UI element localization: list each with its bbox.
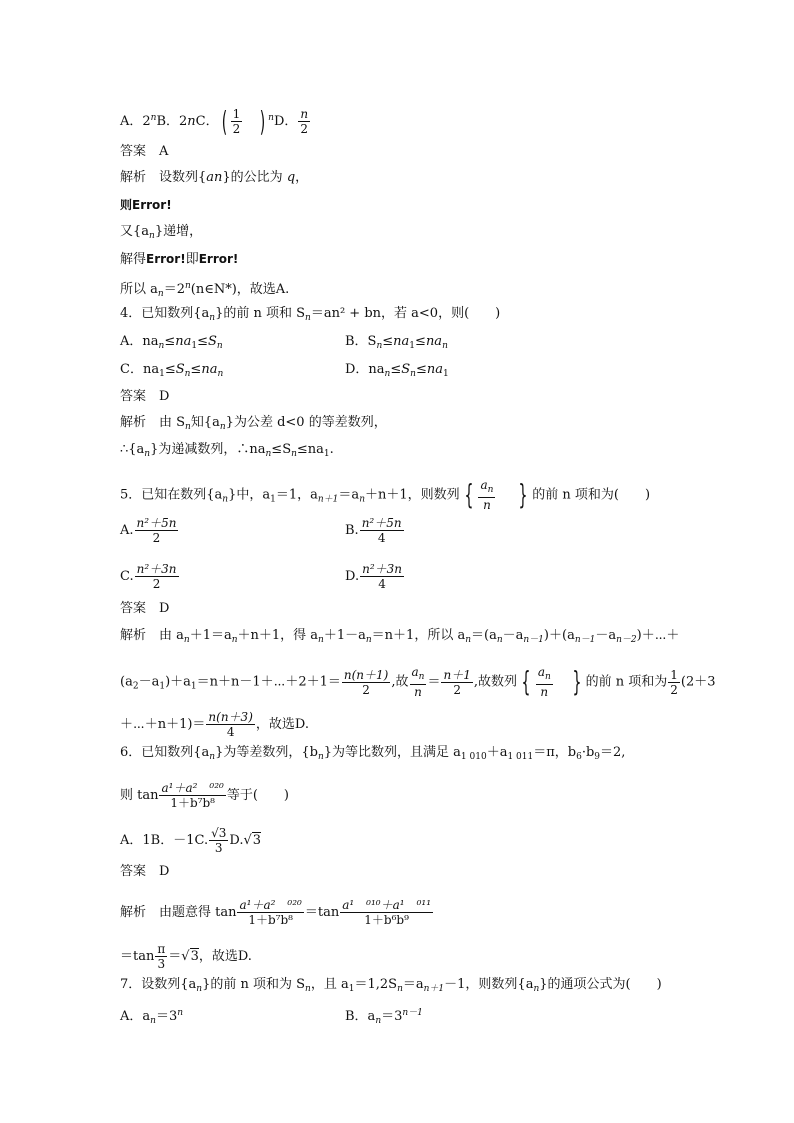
q6-answer: 答案 D <box>120 864 170 879</box>
q4-option-a: A．$na_n\le na_1\le S_n$ <box>120 334 223 351</box>
q6-analysis-2: ＝tan $\frac{\pi}{3}$ ＝√3，故选D. <box>120 942 252 971</box>
q4-analysis-2: $\therefore\{a_n\}$为递减数列，$\therefore na_n\le S_n\le na_1$. <box>120 442 334 459</box>
q3-increasing: 又$\{a_n\}$递增， <box>120 224 203 241</box>
q7-stem: 7．设数列$\{a_n\}$的前 n 项和为 $S_n$，且 $a_1=1,2S_n=a_{n+1}-1$，则数列$\{a_n\}$的通项公式为( ) <box>120 977 662 994</box>
fraction: $\frac{a_n}{n}$ <box>480 478 494 512</box>
q3-analysis: 解析 设数列{an}的公比为 q， <box>120 170 309 185</box>
fraction: $\frac{1}{2}$ <box>232 107 241 136</box>
q3-options: A．2$^n$B．2nC．( $\frac{1}{2}$ ) $^n$D． $\frac{n}{2}$ <box>120 104 309 138</box>
q5-option-c: C. $\frac{\text{n²＋3n}}{2}$ <box>120 562 177 591</box>
q4-option-b: B．$S_n\le na_1\le na_n$ <box>345 334 448 351</box>
q3-error-1: 则Error! <box>120 198 172 212</box>
q3-conclusion: 所以 $a_n=2^n(n\in N*)$，故选A. <box>120 281 290 299</box>
q4-option-d: D．$na_n\le S_n\le na_1$ <box>345 362 449 379</box>
q6-stem: 6．已知数列$\{a_n\}$为等差数列，$\{b_n\}$为等比数列，且满足 $a_{1 010}+a_{1 011}=\pi$，$b_6\cdot b_9=2$, <box>120 745 626 762</box>
q5-option-b: B. $\frac{\text{n²＋5n}}{4}$ <box>345 516 402 545</box>
q5-analysis-1: 解析 由 $a_n+1=a_n+n+1$，得 $a_n+1-a_n=n+1$，所以 $a_n=(a_n-a_{n-1})+(a_{n-1}-a_{n-2})+\cdots+$ <box>120 628 680 645</box>
q7-option-b: B．$a_n=3^{n-1}$ <box>345 1008 423 1026</box>
q5-answer: 答案 D <box>120 601 170 616</box>
q3-answer: 答案 A <box>120 144 169 159</box>
q6-stem-2: 则 tan $\frac{\text{a¹＋a² ⁰²⁰}}{\text{1＋b⁷b⁸}}$ 等于( ) <box>120 781 290 810</box>
q5-stem: 5．已知在数列$\{a_n\}$中，$a_1=1$，$a_{n+1}=a_n+n+1$，则数列 { $\frac{a_n}{n}$ } 的前 n 项和为( ) <box>120 478 651 512</box>
q5-option-a: A. $\frac{\text{n²＋5n}}{2}$ <box>120 516 177 545</box>
q4-answer: 答案 D <box>120 389 170 404</box>
q6-analysis-1: 解析 由题意得 tan $\frac{\text{a¹＋a² ⁰²⁰}}{\text{1＋b⁷b⁸}}$ ＝tan $\frac{\text{a¹ ⁰¹⁰＋a¹ ⁰¹¹}}{\text{1＋b⁶b⁹}}$ <box>120 898 432 927</box>
q3-error-2: 解得Error!即Error! <box>120 252 239 267</box>
q5-option-d: D. $\frac{\text{n²＋3n}}{4}$ <box>345 562 402 591</box>
q5-analysis-2: $(a_2-a_1)+a_1=n+n-1+\cdots+2+1=$ $\frac{n(n+1)}{2}$ ,故 $\frac{a_n}{n}$ ＝ $\frac{n+1}{2}$ ,故数列 { $\frac{a_n}{n}$ } 的前 n 项和为 $\frac{1}{2}$ (2＋3 <box>120 665 716 699</box>
q4-option-c: C．$na_1\le S_n\le na_n$ <box>120 362 224 379</box>
q6-options: A．1B．－1C. $\frac{√3}{3}$ D.√3 <box>120 826 262 855</box>
q7-option-a: A．$a_n=3^n$ <box>120 1008 184 1026</box>
fraction: $\frac{n}{2}$ <box>300 107 309 136</box>
q5-analysis-3: ＋⋯＋n＋1)＝ $\frac{n(n+3)}{4}$ ，故选D. <box>120 710 309 739</box>
q4-stem: 4．已知数列$\{a_n\}$的前 n 项和 $S_n=an^2$ + bn，若 a<0，则( ) <box>120 306 501 323</box>
q4-analysis-1: 解析 由 $S_n$知$\{a_n\}$为公差 d<0 的等差数列， <box>120 415 387 432</box>
